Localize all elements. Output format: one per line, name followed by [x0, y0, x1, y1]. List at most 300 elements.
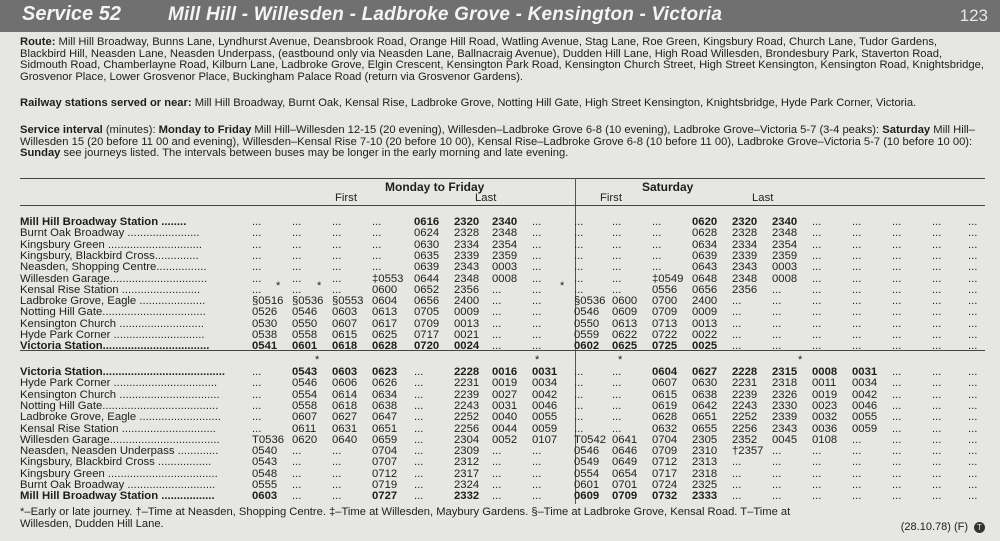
no-service-cell: ... [932, 445, 942, 458]
stop-name: Victoria Station.................................. [20, 340, 210, 353]
no-service-cell: ... [968, 467, 978, 480]
inbound-row [20, 377, 985, 388]
no-service-cell: ... [252, 422, 262, 435]
time-cell: 0603 [252, 490, 278, 503]
late-journey-marker: * [535, 354, 540, 366]
no-service-cell: ... [574, 283, 584, 296]
no-service-cell: ... [332, 249, 342, 262]
no-service-cell: ... [892, 306, 902, 319]
no-service-cell: ... [492, 456, 502, 469]
no-service-cell: ... [892, 340, 902, 353]
time-cell: 0620 [292, 433, 318, 446]
time-cell: 0700 [652, 295, 678, 308]
time-cell: 0555 [252, 479, 278, 491]
no-service-cell: ... [292, 456, 302, 469]
no-service-cell: ... [968, 329, 978, 341]
stop-name: Notting Hill Gate..................................... [20, 399, 219, 412]
no-service-cell: ... [652, 261, 662, 274]
no-service-cell: ... [968, 445, 978, 458]
time-cell: 0623 [372, 366, 398, 378]
no-service-cell: ... [892, 456, 902, 469]
no-service-cell: ... [892, 329, 902, 341]
time-cell: 0604 [372, 295, 398, 308]
time-cell: 2334 [454, 238, 480, 251]
no-service-cell: ... [932, 238, 942, 251]
time-cell: 2354 [772, 238, 798, 251]
no-service-cell: ... [574, 216, 584, 228]
time-cell: 0601 [574, 479, 600, 491]
interval-mf-text: Mill Hill–Willesden 12-15 (20 evening), Willesden–Ladbroke Grove 6-8 (10 evening), Ladbroke Grove–Victoria 5-7 (3-4 peaks): [251, 124, 883, 136]
time-cell: 0624 [414, 227, 440, 240]
time-cell: 2256 [732, 422, 758, 435]
time-cell: 0609 [574, 490, 600, 503]
time-cell: 2243 [732, 399, 758, 412]
time-cell: 2348 [772, 227, 798, 240]
no-service-cell: ... [252, 272, 262, 285]
no-service-cell: ... [892, 490, 902, 503]
no-service-cell: ... [968, 317, 978, 330]
interval-sat-text: Mill Hill–Willesden 15 (20 before 11 00 and evening), Willesden–Kensal Rise 7-10 (20 before 10 00), Kensal Rise–Ladbroke Grove 6-8 (10 before 11 00), Ladbroke Grove–Victoria 5-7 (10 before 10 00): [20, 124, 975, 148]
no-service-cell: ... [932, 283, 942, 296]
timetable-top-rule [20, 178, 985, 179]
no-service-cell: ... [532, 227, 542, 240]
early-journey-marker: * [276, 280, 281, 292]
railway-label: Railway stations served or near: [20, 97, 192, 109]
time-cell: 0008 [772, 272, 798, 285]
time-cell: 0055 [852, 411, 878, 424]
outbound-row [20, 295, 985, 306]
no-service-cell: ... [932, 377, 942, 390]
no-service-cell: ... [612, 422, 622, 435]
no-service-cell: ... [414, 399, 424, 412]
stop-name: Notting Hill Gate................................. [20, 306, 206, 319]
time-cell: 0616 [414, 216, 440, 228]
no-service-cell: ... [574, 366, 584, 378]
no-service-cell: ... [574, 377, 584, 390]
time-cell: 0600 [612, 295, 638, 308]
time-cell: 0719 [372, 479, 398, 491]
no-service-cell: ... [892, 249, 902, 262]
no-service-cell: ... [252, 216, 262, 228]
no-service-cell: ... [492, 467, 502, 480]
no-service-cell: ... [532, 238, 542, 251]
no-service-cell: ... [292, 272, 302, 285]
no-service-cell: ... [612, 216, 622, 228]
time-cell: 0031 [492, 399, 518, 412]
time-cell: 2312 [454, 456, 480, 469]
time-cell: 0632 [652, 422, 678, 435]
inbound-row [20, 389, 985, 400]
no-service-cell: ... [812, 306, 822, 319]
time-cell: 2339 [454, 249, 480, 262]
no-service-cell: ... [932, 490, 942, 503]
outbound-row [20, 318, 985, 329]
no-service-cell: ... [414, 445, 424, 458]
no-service-cell: ... [492, 306, 502, 319]
time-cell: 0603 [332, 306, 358, 319]
no-service-cell: ... [532, 317, 542, 330]
stop-name: Kensington Church ........................... [20, 317, 204, 330]
no-service-cell: ... [812, 479, 822, 491]
no-service-cell: ... [492, 329, 502, 341]
no-service-cell: ... [612, 272, 622, 285]
time-cell: 0635 [414, 249, 440, 262]
no-service-cell: ... [852, 445, 862, 458]
inbound-row [20, 445, 985, 456]
time-cell: 2352 [732, 433, 758, 446]
time-cell: 0656 [692, 283, 718, 296]
time-cell: 0639 [414, 261, 440, 274]
stop-name: Kingsbury, Blackbird Cross.............. [20, 249, 199, 262]
time-cell: 0044 [492, 422, 518, 435]
no-service-cell: ... [812, 329, 822, 341]
no-service-cell: ... [932, 399, 942, 412]
time-cell: 0541 [252, 340, 278, 353]
outbound-row [20, 329, 985, 340]
stop-name: Victoria Station....................................... [20, 366, 226, 378]
no-service-cell: ... [492, 340, 502, 353]
time-cell: 2348 [454, 272, 480, 285]
no-service-cell: ... [968, 340, 978, 353]
time-cell: 0630 [414, 238, 440, 251]
no-service-cell: ... [332, 479, 342, 491]
no-service-cell: ... [892, 317, 902, 330]
no-service-cell: ... [772, 329, 782, 341]
no-service-cell: ... [968, 479, 978, 491]
outbound-row [20, 227, 985, 238]
no-service-cell: ... [414, 456, 424, 469]
no-service-cell: ... [332, 227, 342, 240]
time-cell: §0516 [252, 295, 284, 308]
no-service-cell: ... [772, 306, 782, 319]
time-cell: 0040 [492, 411, 518, 424]
no-service-cell: ... [892, 227, 902, 240]
time-cell: 0021 [454, 329, 480, 341]
no-service-cell: ... [812, 295, 822, 308]
no-service-cell: ... [932, 411, 942, 424]
time-cell: 0643 [692, 261, 718, 274]
time-cell: 2317 [454, 467, 480, 480]
time-cell: 0626 [372, 377, 398, 390]
no-service-cell: ... [852, 317, 862, 330]
no-service-cell: ... [852, 329, 862, 341]
time-cell: 0725 [652, 340, 678, 353]
time-cell: 0601 [292, 340, 318, 353]
time-cell: 2348 [732, 272, 758, 285]
no-service-cell: ... [772, 295, 782, 308]
no-service-cell: ... [574, 399, 584, 412]
time-cell: T0536 [252, 433, 285, 446]
no-service-cell: ... [574, 388, 584, 401]
time-cell: 2231 [732, 377, 758, 390]
time-cell: 0618 [332, 399, 358, 412]
no-service-cell: ... [772, 445, 782, 458]
no-service-cell: ... [932, 479, 942, 491]
time-cell: 0704 [652, 433, 678, 446]
time-cell: 0059 [532, 422, 558, 435]
time-cell: 2400 [692, 295, 718, 308]
no-service-cell: ... [612, 261, 622, 274]
time-cell: 0713 [652, 317, 678, 330]
edition-code [901, 521, 985, 533]
stop-name: Kensal Rise Station ......................... [20, 283, 201, 296]
no-service-cell: ... [932, 366, 942, 378]
no-service-cell: ... [852, 261, 862, 274]
time-cell: 2325 [692, 479, 718, 491]
time-cell: 0627 [692, 366, 718, 378]
no-service-cell: ... [252, 366, 262, 378]
time-cell: 0526 [252, 306, 278, 319]
no-service-cell: ... [332, 490, 342, 503]
time-cell: 0543 [252, 456, 278, 469]
time-cell: §0553 [332, 295, 364, 308]
no-service-cell: ... [652, 216, 662, 228]
no-service-cell: ... [292, 261, 302, 274]
no-service-cell: ... [852, 216, 862, 228]
no-service-cell: ... [292, 227, 302, 240]
no-service-cell: ... [532, 261, 542, 274]
time-cell: 2309 [454, 445, 480, 458]
time-cell: 0620 [692, 216, 718, 228]
no-service-cell: ... [372, 238, 382, 251]
time-cell: 0546 [292, 306, 318, 319]
no-service-cell: ... [812, 272, 822, 285]
no-service-cell: ... [732, 329, 742, 341]
no-service-cell: ... [932, 433, 942, 446]
early-journey-marker: * [315, 354, 320, 366]
railway-stations [20, 98, 985, 110]
no-service-cell: ... [292, 445, 302, 458]
time-cell: 0649 [612, 456, 638, 469]
inbound-row [20, 400, 985, 411]
time-cell: 0052 [492, 433, 518, 446]
outbound-row [20, 306, 985, 317]
no-service-cell: ... [812, 445, 822, 458]
no-service-cell: ... [932, 306, 942, 319]
time-cell: 0024 [454, 340, 480, 353]
time-cell: 0720 [414, 340, 440, 353]
no-service-cell: ... [574, 411, 584, 424]
no-service-cell: ... [574, 249, 584, 262]
time-cell: 2340 [492, 216, 518, 228]
time-cell: 0548 [252, 467, 278, 480]
time-cell: 0712 [372, 467, 398, 480]
time-cell: 0640 [332, 433, 358, 446]
time-cell: 0709 [612, 490, 638, 503]
no-service-cell: ... [612, 388, 622, 401]
time-cell: 2305 [692, 433, 718, 446]
time-cell: 0025 [692, 340, 718, 353]
no-service-cell: ... [968, 456, 978, 469]
time-cell: 0656 [414, 295, 440, 308]
time-cell: 2333 [692, 490, 718, 503]
time-cell: 0556 [652, 283, 678, 296]
time-cell: 0008 [492, 272, 518, 285]
time-cell: 0009 [692, 306, 718, 319]
time-cell: 0019 [492, 377, 518, 390]
time-cell: T0542 [574, 433, 607, 446]
no-service-cell: ... [968, 306, 978, 319]
interval-unit: (minutes): [102, 124, 159, 136]
no-service-cell: ... [892, 479, 902, 491]
time-cell: 0607 [652, 377, 678, 390]
time-cell: 0707 [372, 456, 398, 469]
no-service-cell: ... [772, 340, 782, 353]
time-cell: 0644 [414, 272, 440, 285]
no-service-cell: ... [492, 490, 502, 503]
no-service-cell: ... [812, 238, 822, 251]
no-service-cell: ... [532, 272, 542, 285]
outbound-row [20, 250, 985, 261]
no-service-cell: ... [652, 238, 662, 251]
time-cell: 0717 [414, 329, 440, 341]
time-cell: 0724 [652, 479, 678, 491]
route-text: Mill Hill Broadway, Bunns Lane, Lyndhurst Avenue, Deansbrook Road, Orange Hill Road, Watling Avenue, Stag Lane, Roe Green, Kingsbury Road, Church Lane, Tudor Gardens, Blackbird Hill, Neasden Lane, Neasden Underpass, (eastbound only via Neasden Lane, Ballnacraig Avenue), Dudden Hill Lane, High Road Willesden, Brondesbury Park, Staverton Road, Sidmouth Road, Chamberlayne Road, Kilburn Lane, Ladbroke Grove, Elgin Crescent, Kensington Park Road, Kensington Church Street, High Street Kensington, Kensington Road, Knightsbridge, Grosvenor Place, Lower Grosvenor Place, Buckingham Palace Road (return via Grosvenor Gardens). [20, 36, 984, 83]
no-service-cell: ... [852, 479, 862, 491]
time-cell: 0732 [652, 490, 678, 503]
time-cell: 0625 [372, 329, 398, 341]
edition-date: (28.10.78) (F) [900, 521, 968, 533]
no-service-cell: ... [892, 388, 902, 401]
no-service-cell: ... [252, 238, 262, 251]
interval-mf-label: Monday to Friday [158, 124, 252, 136]
time-cell: 0550 [574, 317, 600, 330]
no-service-cell: ... [932, 422, 942, 435]
sat-first-label: First [600, 192, 622, 204]
inbound-row [20, 468, 985, 479]
mf-last-label: Last [475, 192, 497, 204]
no-service-cell: ... [372, 216, 382, 228]
no-service-cell: ... [852, 456, 862, 469]
no-service-cell: ... [732, 456, 742, 469]
time-cell: 0600 [372, 283, 398, 296]
stop-name: Mill Hill Broadway Station ........ [20, 216, 187, 228]
time-cell: 0543 [292, 366, 318, 378]
no-service-cell: ... [852, 249, 862, 262]
time-cell: 2318 [772, 377, 798, 390]
time-cell: 2343 [772, 422, 798, 435]
no-service-cell: ... [732, 295, 742, 308]
time-cell: 0639 [692, 249, 718, 262]
interval-sun-text: see journeys listed. The intervals between buses may be longer in the early morning and late evening. [60, 147, 569, 160]
time-cell: 0034 [532, 377, 558, 390]
time-cell: 0003 [772, 261, 798, 274]
time-cell: 0634 [692, 238, 718, 251]
stop-name: Hyde Park Corner ................................. [20, 377, 218, 390]
time-cell: 0709 [414, 317, 440, 330]
time-cell: 0628 [652, 411, 678, 424]
no-service-cell: ... [852, 227, 862, 240]
time-cell: 2356 [732, 283, 758, 296]
stop-name: Kensington Church ................................ [20, 388, 220, 401]
no-service-cell: ... [892, 467, 902, 480]
no-service-cell: ... [332, 261, 342, 274]
no-service-cell: ... [772, 490, 782, 503]
time-cell: 2340 [772, 216, 798, 228]
no-service-cell: ... [574, 261, 584, 274]
no-service-cell: ... [414, 388, 424, 401]
time-cell: 0554 [574, 467, 600, 480]
no-service-cell: ... [612, 399, 622, 412]
time-cell: 0558 [292, 399, 318, 412]
stop-name: Hyde Park Corner ............................. [20, 329, 205, 341]
mf-heading: Monday to Friday [385, 180, 485, 194]
no-service-cell: ... [892, 261, 902, 274]
time-cell: 0642 [692, 399, 718, 412]
time-cell: 2359 [772, 249, 798, 262]
time-cell: 0618 [332, 340, 358, 353]
no-service-cell: ... [812, 467, 822, 480]
no-service-cell: ... [414, 366, 424, 378]
no-service-cell: ... [772, 283, 782, 296]
no-service-cell: ... [574, 227, 584, 240]
late-journey-marker: * [798, 354, 803, 366]
time-cell: 2252 [454, 411, 480, 424]
time-cell: 2328 [454, 227, 480, 240]
no-service-cell: ... [892, 377, 902, 390]
no-service-cell: ... [852, 295, 862, 308]
time-cell: 0046 [852, 399, 878, 412]
no-service-cell: ... [612, 283, 622, 296]
no-service-cell: ... [732, 490, 742, 503]
inbound-row [20, 490, 985, 501]
time-cell: 0108 [812, 433, 838, 446]
time-cell: 0613 [612, 317, 638, 330]
time-cell: 0622 [612, 329, 638, 341]
no-service-cell: ... [892, 422, 902, 435]
stop-name: Kensal Rise Station .............................. [20, 422, 216, 435]
time-cell: 2243 [454, 399, 480, 412]
time-cell: 0003 [492, 261, 518, 274]
footnote-line-2: Willesden, Dudden Hill Lane. [20, 518, 164, 530]
mf-first-label: First [335, 192, 357, 204]
time-cell: 2320 [732, 216, 758, 228]
no-service-cell: ... [332, 272, 342, 285]
no-service-cell: ... [532, 456, 542, 469]
time-cell: 0648 [692, 272, 718, 285]
time-cell: 2239 [454, 388, 480, 401]
time-cell: 0652 [414, 283, 440, 296]
time-cell: 0107 [532, 433, 558, 446]
time-cell: 0701 [612, 479, 638, 491]
time-cell: 0717 [652, 467, 678, 480]
no-service-cell: ... [812, 227, 822, 240]
no-service-cell: ... [968, 433, 978, 446]
no-service-cell: ... [968, 295, 978, 308]
time-cell: 0558 [292, 329, 318, 341]
no-service-cell: ... [968, 216, 978, 228]
service-number: Service 52 [22, 3, 121, 25]
time-cell: 0709 [652, 306, 678, 319]
time-cell: 2256 [454, 422, 480, 435]
no-service-cell: ... [968, 366, 978, 378]
no-service-cell: ... [812, 317, 822, 330]
time-cell: 0046 [532, 399, 558, 412]
interval-label: Service interval [20, 124, 103, 136]
time-cell: 2400 [454, 295, 480, 308]
no-service-cell: ... [892, 283, 902, 296]
no-service-cell: ... [252, 411, 262, 424]
stop-name: Ladbroke Grove, Eagle .......................... [20, 411, 221, 424]
time-cell: 0546 [574, 445, 600, 458]
time-cell: 2354 [492, 238, 518, 251]
no-service-cell: ... [492, 445, 502, 458]
no-service-cell: ... [652, 227, 662, 240]
time-cell: §0536 [574, 295, 606, 308]
no-service-cell: ... [932, 340, 942, 353]
no-service-cell: ... [852, 306, 862, 319]
no-service-cell: ... [612, 411, 622, 424]
